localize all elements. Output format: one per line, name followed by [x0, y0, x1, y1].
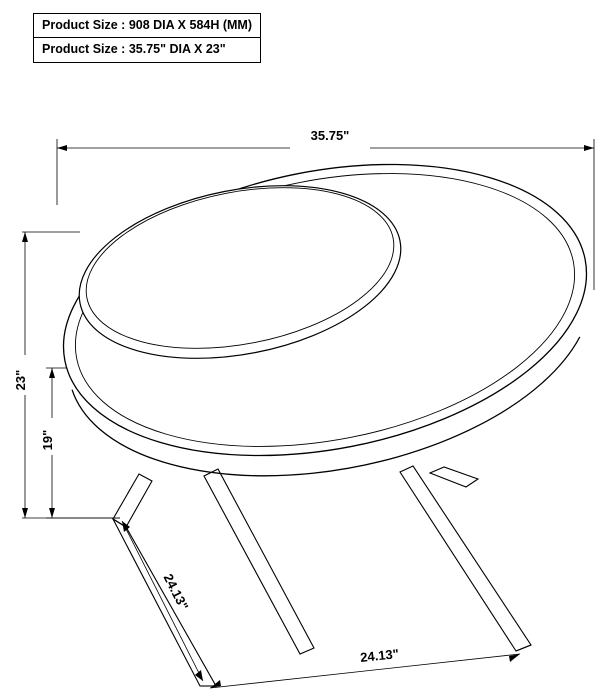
leg-right-foot	[430, 467, 478, 487]
leg-right	[400, 466, 531, 651]
dim-label-base-width: 24.13"	[359, 646, 400, 666]
product-size-imperial: Product Size : 35.75" DIA X 23"	[34, 38, 261, 62]
leg-left-upper	[113, 474, 152, 527]
product-size-metric: Product Size : 908 DIA X 584H (MM)	[34, 14, 261, 38]
leg-center-left	[204, 469, 314, 654]
leg-left-lower	[113, 519, 216, 686]
dimension-base-depth	[122, 521, 203, 681]
dimension-base-width	[210, 646, 520, 688]
dim-label-overall-height: 23"	[13, 369, 28, 391]
dim-label-lower-height: 19"	[40, 429, 55, 451]
leg-right-foot-end	[516, 645, 531, 651]
dim-label-base-depth: 24.13"	[160, 571, 192, 613]
dim-label-top-width: 35.75"	[310, 128, 350, 143]
